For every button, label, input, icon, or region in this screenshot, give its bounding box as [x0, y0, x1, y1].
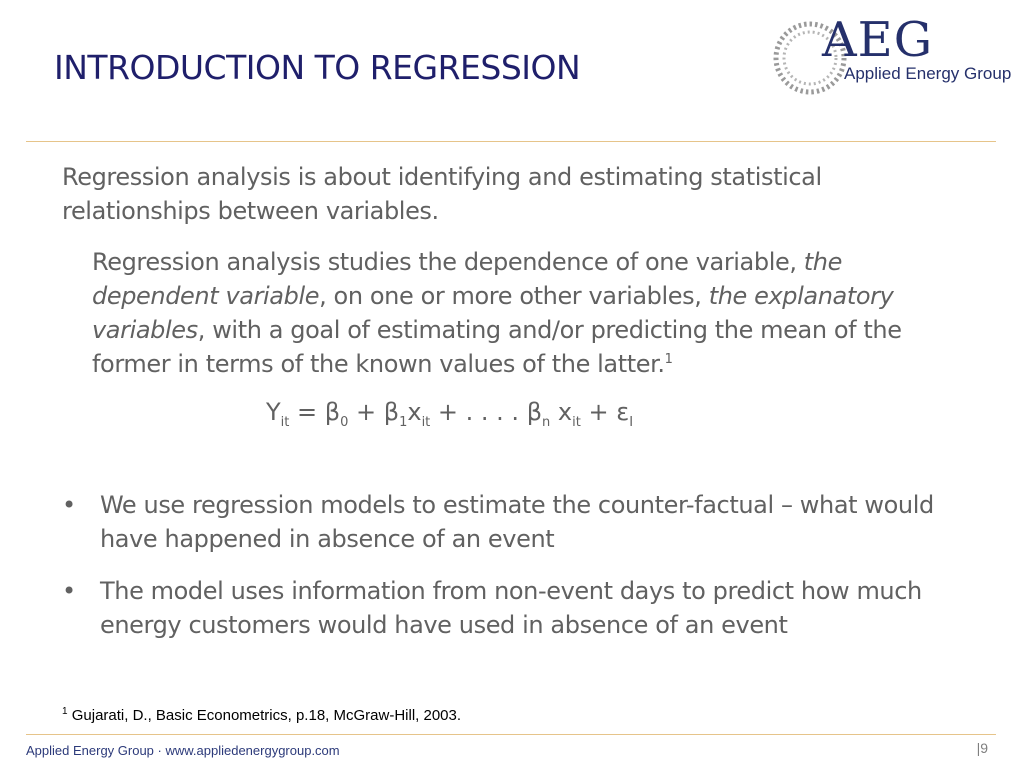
company-logo	[770, 14, 1014, 96]
footnote-marker: 1	[664, 352, 673, 367]
footnote-text: Gujarati, D., Basic Econometrics, p.18, McGraw-Hill, 2003.	[67, 707, 462, 724]
formula-plus: +	[348, 398, 384, 426]
intro-paragraph: Regression analysis is about identifying and estimating statistical relationships between variables.	[62, 163, 822, 225]
bullet-text: The model uses information from non-event days to predict how much energy customers would have used in absence of an event	[100, 577, 922, 639]
formula-dots: + . . . .	[430, 398, 527, 426]
formula-xn: x	[550, 398, 573, 426]
footnote-number: 1	[62, 706, 68, 717]
formula-beta1-sub: 1	[399, 414, 408, 430]
definition-text-1: Regression analysis studies the dependence of one variable,	[92, 248, 804, 276]
logo-company-name: Applied Energy Group	[844, 64, 1012, 83]
bullet-marker: •	[62, 577, 76, 605]
formula-epsilon: ε	[616, 398, 630, 426]
formula-xn-sub: it	[572, 414, 581, 430]
formula-betan: β	[526, 398, 543, 426]
formula-beta1: β	[383, 398, 400, 426]
page-separator: |	[976, 740, 981, 756]
definition-text-3: , with a goal of estimating and/or predicting the mean of the former in terms of the known values of the latter.	[92, 316, 902, 378]
logo-letters: AEG	[822, 12, 934, 68]
bullet-list	[62, 488, 942, 660]
formula-y: Y	[266, 398, 281, 426]
formula-beta0: β	[324, 398, 341, 426]
footer-company-url: Applied Energy Group · www.appliedenergygroup.com	[26, 743, 340, 758]
footer-divider	[26, 734, 996, 735]
list-item	[62, 488, 942, 556]
regression-formula	[266, 398, 634, 430]
formula-x1-sub: it	[421, 414, 431, 430]
definition-paragraph	[92, 245, 962, 381]
bullet-marker: •	[62, 491, 76, 519]
formula-eq: =	[289, 398, 325, 426]
definition-text-2: , on one or more other variables,	[319, 282, 709, 310]
formula-beta0-sub: 0	[340, 414, 349, 430]
formula-betan-sub: n	[542, 414, 551, 430]
footnote	[62, 707, 461, 724]
page-number-value: 9	[980, 740, 988, 756]
list-item	[62, 574, 942, 642]
definition-explanatory-variables: the explanatory variables	[92, 282, 894, 344]
formula-plus-2: +	[580, 398, 617, 426]
formula-epsilon-sub: I	[629, 414, 634, 430]
header-divider	[26, 141, 996, 142]
slide-title: INTRODUCTION TO REGRESSION	[54, 48, 581, 87]
formula-x1: x	[407, 398, 422, 426]
definition-dependent-variable: the dependent variable	[92, 248, 842, 310]
formula-y-sub: it	[280, 414, 290, 430]
bullet-text: We use regression models to estimate the counter-factual – what would have happened in absence of an event	[100, 491, 934, 553]
page-number	[977, 740, 988, 756]
